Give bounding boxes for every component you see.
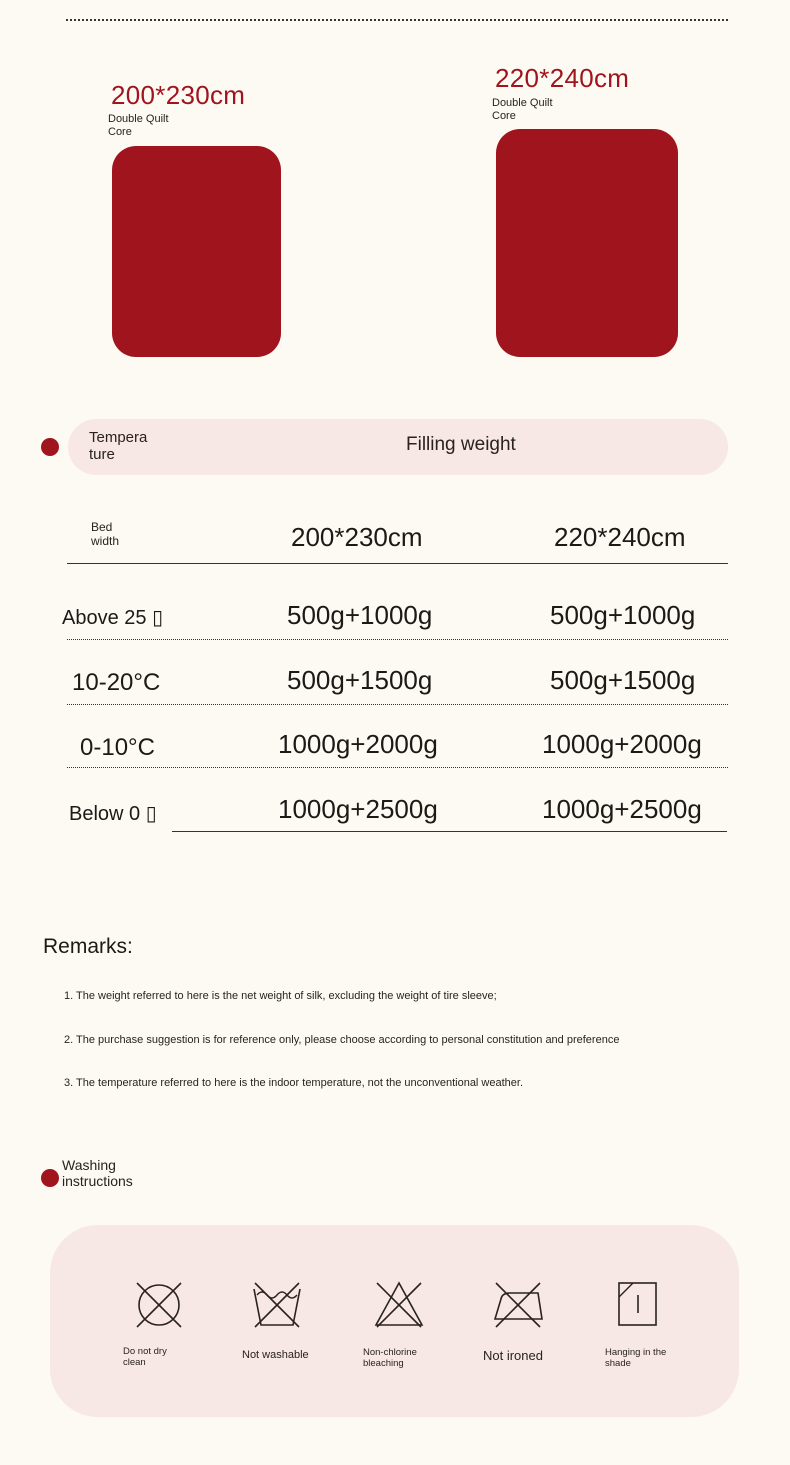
size-sub-2: [492, 97, 553, 123]
row-label-below-0: Below 0 ▯: [69, 803, 157, 825]
quilt-swatch-large: [496, 129, 678, 357]
row4-value-size-1: 1000g+2500g: [278, 794, 438, 824]
hanging-in-shade-icon: [614, 1279, 666, 1331]
row4-value-size-2: 1000g+2500g: [542, 794, 702, 824]
section-bullet-dot: [41, 438, 59, 456]
size-sub-1-line2: Core: [108, 126, 132, 138]
remark-item-3: 3. The temperature referred to here is the indoor temperature, not the unconventional weather.: [64, 1077, 524, 1089]
top-dotted-divider: [66, 19, 728, 21]
size-sub-2-line1: Double Quilt: [492, 97, 553, 109]
table-divider: [67, 563, 728, 564]
do-not-dry-clean-label-line2: clean: [123, 1357, 146, 1368]
row1-value-size-1: 500g+1000g: [287, 600, 433, 630]
row2-value-size-1: 500g+1500g: [287, 665, 433, 695]
not-ironed-label: [483, 1348, 543, 1363]
non-chlorine-bleaching-label: [363, 1347, 417, 1369]
row-label-10-20c: 10-20°C: [72, 669, 161, 696]
section-bullet-dot: [41, 1169, 59, 1187]
washing-title-line2: instructions: [62, 1173, 133, 1189]
non-chlorine-bleaching-icon: [373, 1279, 425, 1331]
bed-width-line1: Bed: [91, 520, 113, 534]
column-header-size-2: 220*240cm: [554, 522, 686, 552]
not-washable-label: [242, 1350, 309, 1361]
bed-width-line2: width: [91, 534, 120, 548]
do-not-dry-clean-label: [123, 1346, 167, 1368]
non-chlorine-label-line1: Non-chlorine: [363, 1347, 417, 1358]
bed-width-label: [91, 520, 119, 548]
size-sub-1-line1: Double Quilt: [108, 113, 169, 125]
remark-item-1: 1. The weight referred to here is the net weight of silk, excluding the weight of tire sleeve;: [64, 990, 497, 1002]
size-title-1: 200*230cm: [111, 80, 246, 110]
table-header-pill: [68, 419, 728, 475]
remarks-title: Remarks:: [43, 935, 133, 958]
table-divider: [67, 704, 728, 705]
quilt-swatch-small: [112, 146, 281, 357]
column-header-size-1: 200*230cm: [291, 522, 423, 552]
washing-title-line1: Washing: [62, 1157, 116, 1173]
header-temperature-line1: Tempera: [89, 429, 148, 446]
row-label-above-25: Above 25 ▯: [62, 607, 164, 629]
do-not-dry-clean-label-line1: Do not dry: [123, 1346, 167, 1357]
row1-value-size-2: 500g+1000g: [550, 600, 696, 630]
row2-value-size-2: 500g+1500g: [550, 665, 696, 695]
washing-instructions-title: [62, 1157, 133, 1189]
not-washable-label-line1: Not washable: [242, 1349, 309, 1361]
row3-value-size-1: 1000g+2000g: [278, 729, 438, 759]
header-temperature-line2: ture: [89, 446, 115, 463]
size-title-2: 220*240cm: [495, 63, 630, 93]
remark-item-2: 2. The purchase suggestion is for reference only, please choose according to personal constitution and preference: [64, 1034, 620, 1046]
row-label-0-10c: 0-10°C: [80, 734, 155, 761]
header-temperature: [89, 429, 147, 463]
row3-value-size-2: 1000g+2000g: [542, 729, 702, 759]
table-divider: [67, 767, 728, 768]
table-divider: [67, 639, 728, 640]
hanging-in-shade-label: [605, 1347, 666, 1369]
not-ironed-icon: [492, 1279, 544, 1331]
non-chlorine-label-line2: bleaching: [363, 1358, 404, 1369]
size-sub-1: [108, 113, 169, 139]
size-sub-2-line2: Core: [492, 110, 516, 122]
do-not-dry-clean-icon: [133, 1279, 185, 1331]
hanging-in-shade-label-line1: Hanging in the: [605, 1347, 667, 1358]
not-washable-icon: [251, 1279, 303, 1331]
table-divider: [172, 831, 727, 832]
header-filling-weight: Filling weight: [406, 434, 516, 455]
hanging-in-shade-label-line2: shade: [605, 1358, 631, 1369]
not-ironed-label-line1: Not ironed: [483, 1348, 543, 1363]
